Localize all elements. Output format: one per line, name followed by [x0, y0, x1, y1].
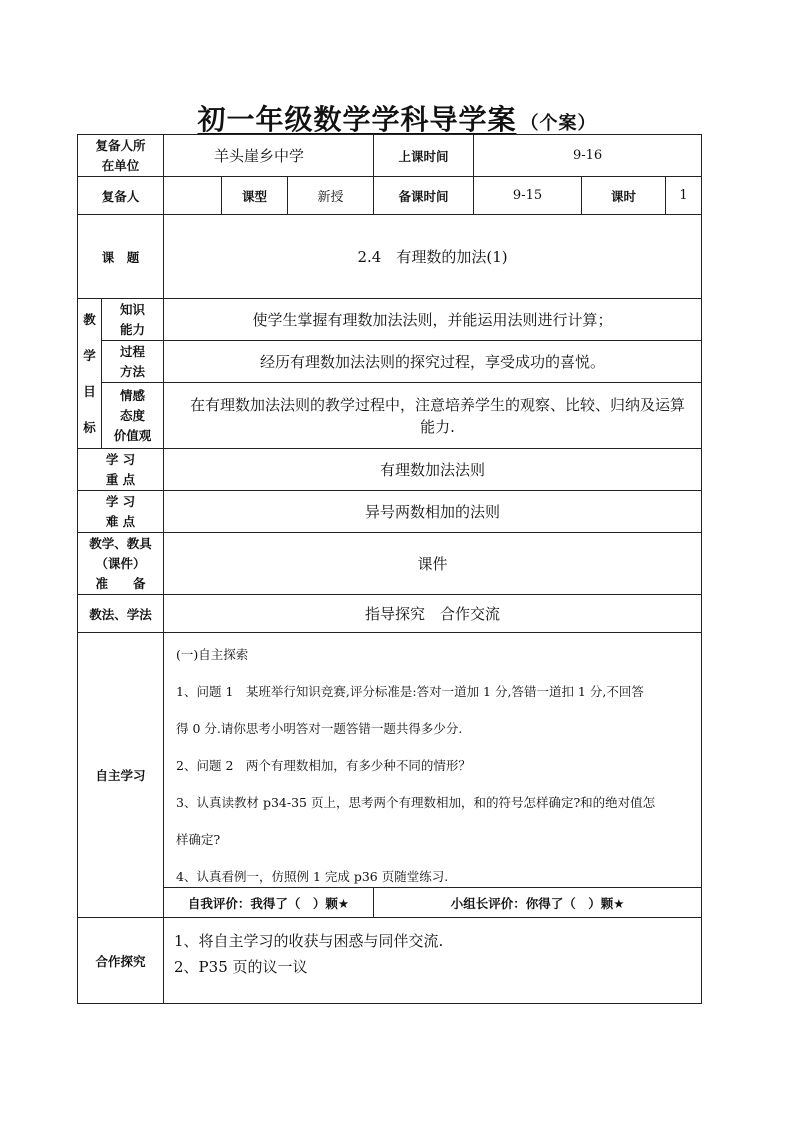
page-title: [0, 98, 794, 138]
key-point-label: 学 习 重 点: [78, 449, 164, 491]
self-study-row: [78, 633, 702, 888]
period-label: 课时: [582, 177, 666, 215]
prep-time-value: 9-15: [474, 177, 582, 215]
objective-row-emotion: [78, 383, 702, 449]
preparer-value: [164, 177, 222, 215]
question-2: 2、问题 2 两个有理数相加，有多少种不同的情形？: [176, 758, 471, 773]
evaluation-row: [78, 888, 702, 918]
class-time-label: 上课时间: [374, 135, 474, 177]
cooperation-label: 合作探究: [78, 918, 164, 1004]
title-main: 初一年级数学学科导学案: [197, 103, 517, 136]
topic-value: 2.4 有理数的加法(1): [164, 215, 702, 299]
self-evaluation: 自我评价：我得了（ ）颗★: [164, 888, 374, 918]
lesson-type-label: 课型: [222, 177, 288, 215]
methods-label: 教法、学法: [78, 595, 164, 633]
group-evaluation: 小组长评价：你得了（ ）颗★: [374, 888, 702, 918]
teaching-aids-value: 课件: [164, 533, 702, 595]
difficulty-value: 异号两数相加的法则: [164, 491, 702, 533]
cooperation-content: [164, 918, 702, 1004]
question-1-line-2: 得 0 分.请你思考小明答对一题答错一题共得多少分.: [176, 721, 463, 736]
question-4: 4、认真看例一，仿照例 1 完成 p36 页随堂练习.: [176, 869, 449, 884]
period-value: 1: [666, 177, 702, 215]
class-time-value: 9-16: [474, 135, 702, 177]
key-point-value: 有理数加法法则: [164, 449, 702, 491]
preparer-row: [78, 177, 702, 215]
difficulty-label: 学 习 难 点: [78, 491, 164, 533]
objective-row-process: [78, 341, 702, 383]
unit-row: [78, 135, 702, 177]
teaching-aids-row: [78, 533, 702, 595]
question-3-line-1: 3、认真读教材 p34-35 页上，思考两个有理数相加，和的符号怎样确定?和的绝对值怎: [176, 795, 656, 810]
preparer-label: 复备人: [78, 177, 164, 215]
key-point-row: [78, 449, 702, 491]
topic-label: 课 题: [78, 215, 164, 299]
objective-text-emotion: 在有理数加法法则的教学过程中，注意培养学生的观察、比较、归纳及运算能力.: [164, 383, 702, 449]
cooperation-line-1: 1、将自主学习的收获与困惑与同伴交流.: [174, 932, 444, 950]
cooperation-row: [78, 918, 702, 1004]
difficulty-row: [78, 491, 702, 533]
objective-text-knowledge: 使学生掌握有理数加法法则，并能运用法则进行计算；: [164, 299, 702, 341]
question-1-line-1: 1、问题 1 某班举行知识竞赛,评分标准是:答对一道加 1 分,答错一道扣 1 分,不回答: [176, 684, 644, 699]
lesson-type-value: 新授: [288, 177, 374, 215]
objectives-side-label: 教 学 目 标: [78, 299, 102, 449]
objective-label-knowledge: 知识 能力: [102, 299, 164, 341]
objective-row-knowledge: [78, 299, 702, 341]
cooperation-line-2: 2、P35 页的议一议: [174, 958, 308, 976]
teaching-aids-label: 教学、教具 （课件） 准 备: [78, 533, 164, 595]
lesson-plan-table: [77, 134, 702, 1004]
self-study-label: 自主学习: [78, 633, 164, 918]
prep-time-label: 备课时间: [374, 177, 474, 215]
question-3-line-2: 样确定?: [176, 832, 221, 847]
methods-row: [78, 595, 702, 633]
methods-value: 指导探究 合作交流: [164, 595, 702, 633]
title-sub: （个案）: [520, 113, 597, 134]
objective-text-process: 经历有理数加法法则的探究过程，享受成功的喜悦。: [164, 341, 702, 383]
self-study-content: [164, 633, 702, 888]
topic-row: [78, 215, 702, 299]
objective-label-process: 过程 方法: [102, 341, 164, 383]
self-study-heading: (一)自主探索: [176, 647, 249, 662]
unit-value: 羊头崖乡中学: [164, 135, 374, 177]
unit-label: 复备人所 在单位: [78, 135, 164, 177]
objective-label-emotion: 情感 态度 价值观: [102, 383, 164, 449]
